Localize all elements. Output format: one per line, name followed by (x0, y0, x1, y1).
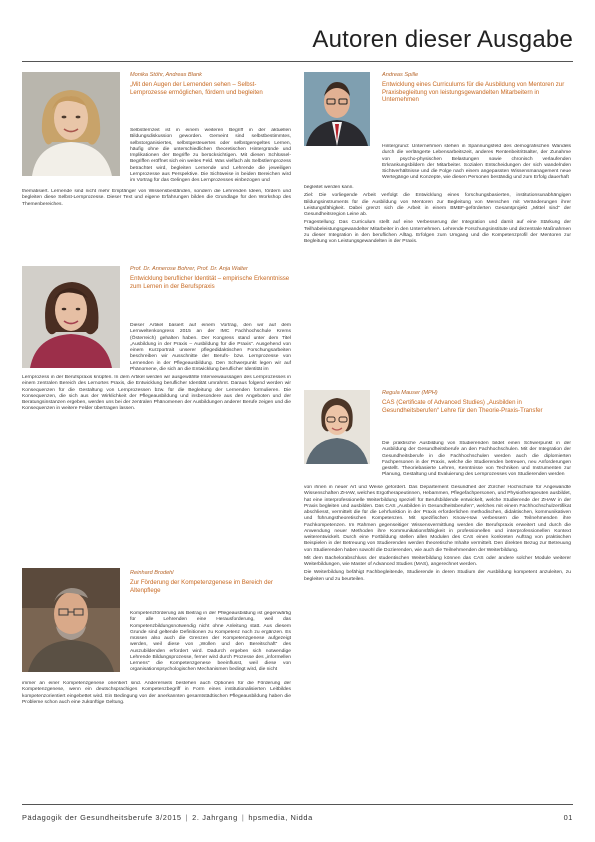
portrait-image (22, 72, 120, 176)
portrait-image (22, 266, 120, 368)
footer-separator: | (185, 813, 189, 822)
author-photo-spille (304, 72, 370, 146)
article-body-continued (22, 189, 291, 247)
article-body-continued (22, 681, 291, 801)
article-body (382, 144, 571, 182)
author-photo-bohrer-walter (22, 266, 120, 368)
footer-rule (22, 804, 573, 805)
article-paragraph: Ziel: Die vorliegende Arbeit verfolgt die Entwicklung eines forschungsbasierten, institutionsunabhängigen Bildungsinstruments für die Ausbildung von Mentoren zur Begleitung von Menschen mit Veränderungen ihrer Leistungsfähigkeit. Dabei grenzt sich die Arbeit in einem BMBF-geförderten Gesamtprojekt „Mittel sind“ der Gesundheitsregion Leine ab. (304, 193, 571, 217)
article-paragraph: Selbstlernzeit ist in einem weiteren Begriff in der aktuellen Bildungsdiskussion geworden. Gemeint sind selbstbestimmtes, selbstorganisiertes, selbstgesteuertes oder selbstgeregeltes Lernen, häufig ohne die unterschiedlichen theoretischen Hintergründe und Implikationen der Begriffe zu berücksichtigen. Mit diesen Schlüssel-Begriffen eröffnet sich ein weites Feld. Was vielfach als Selbstlernprozess betrachtet wird, begleiten Lernende und Lehrende die jeweiligen Lernprozesse aus Perspektive. Die Sichtweise in beiden Bereichen wird im Vortrag für das Gelingen des Lernprozesses einbezogen und (130, 128, 291, 183)
article-paragraph: Die Weiterbildung befähigt Fachbegleitende, Studierende in deren Studium der Ausbildung kompetent anzuleiten, zu begleiten und zu beurteilen. (304, 570, 571, 582)
article-heading: „Mit den Augen der Lernenden sehen – Selbst-Lernprozesse ermöglichen, fördern und begleiten (130, 81, 263, 96)
article-paragraph-continued: Lernprozess in der Berufspraxis knüpfen. In dem Artikel werden wir ausgewählte Interviewaussagen des Lernprozesses in einem zentralen Bereich des Lernortes Praxis, die Entwicklung beruflicher Identität umrahmt. Daraus folgend werden wir Konsequenzen für die Gestaltung von Lernprozessen bzw. für die Begleitung der Lernenden formulieren. Die Konsequenzen, die sich aus der Wirklichkeit der Pflegeausbildung und insbesondere aus den Angeboten und der Beratungsinstanzen ergeben, werden uns bei der zentralen Phänomenen der Ausbildungen anderer Berufe zeigen und die Konsequenzen in weitere Felder übertragen lassen. (22, 375, 291, 412)
author-photo-mauser (304, 390, 370, 464)
article-heading: Entwicklung eines Curriculums für die Ausbildung von Mentoren zur Praxisbegleitung von leistungsgewandelten Mitarbeitern in Unternehmen (382, 81, 565, 104)
publisher: hpsmedia, Nidda (248, 813, 313, 822)
author-names: Regula Mauser (MPH) (382, 390, 438, 396)
author-names: Monika Stöhr, Andreas Blank (130, 72, 202, 78)
article-body-continued (304, 185, 571, 375)
article-paragraph: Hintergrund: Unternehmen stehen in Spannungsfeld des demografischen Wandels durch die verlängerte Lebensarbeitszeit, anderes Rentenbeitrittsalter, der Zunahme von psycho-physischen Belastungen sowie chronisch verlaufenden Erkrankungsbildern der Mitarbeiter. Sozialen Entscheidungen der sich wandelnden Sichtverhältnisse und die Folge nach einem angepassten Wissensmanagement neue Wertegänge und Konzepte, wie diesen Personen beständig und zum Erfolg dauerhaft (382, 144, 571, 181)
author-photo-brodehl (22, 568, 120, 672)
page-title: Autoren dieser Ausgabe (312, 26, 573, 53)
article-paragraph: Fragestellung: Das Curriculum stellt auf eine Verbesserung der Integration und damit auf eine Stärkung der Teilhabeleistungsgewandelter Mitarbeiter in den Unternehmen. Lehrende Forschungsinstitute und dezentrale Maßnahmen zu dieser Integration in den beruflichen Alltag. Erfolgen zum Umgang und die Kompetenzprofil der Mentoren zur Begleitung von Leistungsgewandelten in der Praxis. (304, 220, 571, 244)
portrait-image (22, 568, 120, 672)
footer-separator: | (241, 813, 245, 822)
article-brodehl (130, 570, 291, 594)
article-paragraph: Kompetenzförderung als Beitrag in der Pflegeausbildung ist gegenwärtig für alle Lehrenden eine Herausforderung, weil das Kompetenzbildungsnotwendig nicht ohne Anleitung statt. Aus diesem Grunde sind geltende Definitionen zu Kompetenz noch zu ergänzen. Es müssen also auch die Grenzen der Kompetenzgenese aufgezeigt werden, weil diese von „Wollen und den Bereitschaft“ des Auszubildenden erfordert wird. Dadurch ergeben sich notwendige Lehrende Bildungsprozesse, ferner wird durch Prozesse des „informellen Lernens“ die Kompetenzgenese beeinflusst, weil diese von organisationspsychologischen Mechanismen bedingt wird, die nicht (130, 611, 291, 673)
article-heading: Zur Förderung der Kompetenzgenese im Bereich der Altenpflege (130, 579, 273, 594)
article-paragraph-continued: von ihnen in neuer Art und Weise gefordert. Das Departement Gesundheit der Zürcher Hochschule für Angewandte Wissenschaften ZHAW, welches Ergotherapeutinnen, Hebammen, Pflegefachpersonen, und Physiotherapeuten ausbildet, hat eine interprofessionelle Weiterbildung speziell für Berufsbildende entwickelt, welche Studierende der ZHAW in der Praxis begleiten und ausbilden. Das CAS „Ausbilden in Gesundheitsberufen“, welches mit einem Fachhochschulzertifikat abschliesst, vermittelt die für die Lehrfunktion in der Praxis erforderlichen methodischen, didaktischen, kommunikativen und führungstheoretischen Kompetenzen. Mit spezifischen Know-How verbessern die Teilnehmenden ihre Fachkompetenzen. Im Rahmen gegenseitiger Wissensvermittlung werden die Berufspraxis erweitert und durch die Anwendung neuer Methoden ihre Kommunikationsfähigkeit in professionellen und interprofessionellen Kontext weiterentwickelt. Durch eine Fortbildung stellen allen Modulen des CAS einen konkreten Auftrag von praktischen Beispielen in der Betreuung von Studierenden werden theoretische Inhalte vermittelt. Den direkten Bezug zur Betreuung von Studierenden haben sowohl die Dozierenden, wie auch die Teilnehmenden der Weiterbildung. (304, 485, 571, 553)
author-names: Reinhard Brodehl (130, 570, 174, 576)
article-heading: CAS (Certificate of Advanced Studies) „Ausbilden in Gesundheitsberufen“ Lehre für den Theorie-Praxis-Transfer (382, 399, 543, 414)
portrait-image (304, 72, 370, 146)
article-body-continued (304, 485, 571, 801)
page-footer (22, 813, 573, 822)
article-mauser (382, 390, 571, 414)
article-paragraph: Die praktische Ausbildung von Studierenden bildet einen Schwerpunkt in der Ausbildung der Gesundheitsberufe an den Fachhochschulen. Mit der Integration der Gesundheitsberufe in die Fachhochschulen werden auch die diplomierten Fachpersonen in der Praxis, welche die Studierenden betreuen, neu Anforderungen gestellt. Theoriebasierte Lehren, Kenntnisse von Techniken und Instrumenten zur Planung, Gestaltung und Evaluierung des Lernprozesses von Studierenden werden (382, 441, 571, 478)
article-heading: Entwicklung beruflicher Identität – empirische Erkenntnisse zum Lernen in der Berufspraxis (130, 275, 290, 290)
article-bohrer-walter (130, 266, 291, 290)
author-names: Prof. Dr. Annerose Bohrer, Prof. Dr. Anja Walter (130, 266, 248, 272)
header-rule (22, 61, 573, 62)
journal-name: Pädagogik der Gesundheitsberufe 3/2015 (22, 813, 182, 822)
author-names: Andreas Spille (382, 72, 419, 78)
article-paragraph-continued: thematisiert. Lernende sind nicht mehr Empfänger von Wissensbeständen, sondern die Lehrenden Ideen, fördern und begleiten diese Selbst-Lernprozesse. Dieser Text und eigene Erfahrungen bilden die Grundlage für den Workshop des Themenbereiches. (22, 189, 291, 207)
article-spille (382, 72, 571, 104)
article-body-continued (22, 375, 291, 551)
article-paragraph-continued: immer an einer Kompetenzgenese orientiert sind. Andererseits bestehen auch Optionen für die Förderung der Kompetenzgenese, wenn ein deutschsprachiges Kompetenzbegriff in Form eines institutionalisierten Leitbildes kompetenzorientiert eingebettet wird. Ein Bedingung von der anerkannten gesamtstädtischen Pflegeausbildung haben die Probleme schon auch eine zukünftige Geltung. (22, 681, 291, 705)
article-body (130, 323, 291, 373)
article-paragraph: Dieser Artikel basiert auf einem Vortrag, den wir auf dem Lernweltenkongress 2015 an der IMC Fachhochschule Krems (Österreich) gehalten haben. Der Kongress stand unter dem Titel „Ausbildung in der Praxis – Ausbildung für die Praxis“. Ausgehend von einem Kurzportrait unserer pflegedidaktischen Forschungsarbeiten beschreiben wir Ausschnitte der Berufs- bzw. Lernprozesse von Lernenden in der Pflegeausbildung. Den Schwerpunkt legen wir auf Phänomene, die sich an die Entwicklung beruflicher Identität im (130, 323, 291, 372)
portrait-image (304, 390, 370, 464)
article-paragraph-continued: begleitet werden kann. (304, 185, 354, 190)
article-stoehr-blank (130, 72, 291, 96)
article-body (130, 128, 291, 184)
author-photo-stoehr-blank (22, 72, 120, 176)
page-number: 01 (563, 813, 573, 822)
article-body (130, 611, 291, 679)
journal-volume: 2. Jahrgang (192, 813, 238, 822)
article-body (382, 441, 571, 483)
article-paragraph: Mit dem Bachelorabschluss der studentischen Weiterbildung können das CAS oder andere solcher Module weiterer Weiterbildungen, wie Master of Advanced Studies (MAS), angerechnet werden. (304, 555, 571, 567)
